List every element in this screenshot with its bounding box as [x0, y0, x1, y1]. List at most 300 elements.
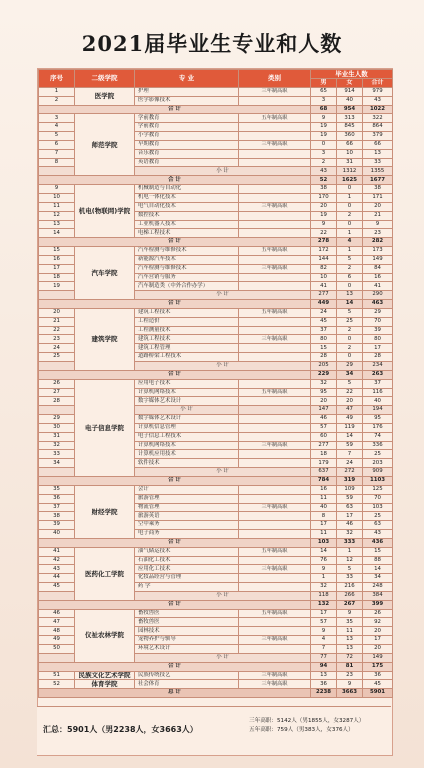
- header-count: 毕业生人数: [311, 70, 393, 79]
- male-count: 40: [311, 503, 337, 512]
- major-name: 环境艺术设计: [135, 645, 239, 654]
- sum-count: 175: [363, 662, 393, 671]
- row-no: 28: [39, 397, 75, 406]
- category: [239, 583, 311, 592]
- row-no: 1: [39, 87, 75, 96]
- male-count: 10: [311, 273, 337, 282]
- sum-count: 399: [363, 600, 393, 609]
- major-name: 电子商务: [135, 530, 239, 539]
- row-no: 32: [39, 441, 75, 450]
- male-count: 205: [311, 362, 337, 371]
- major-name: 石油化工技术: [135, 556, 239, 565]
- sum-count: 15: [363, 547, 393, 556]
- total-label: 合 计: [39, 662, 311, 671]
- category: 三年制高职: [239, 671, 311, 680]
- male-count: 449: [311, 300, 337, 309]
- female-count: 0: [337, 202, 363, 211]
- sum-count: 63: [363, 521, 393, 530]
- male-count: 80: [311, 335, 337, 344]
- sum-count: 70: [363, 494, 393, 503]
- male-count: 229: [311, 370, 337, 379]
- female-count: 0: [337, 220, 363, 229]
- total-row: [39, 105, 393, 114]
- sum-count: 171: [363, 193, 393, 202]
- female-count: 11: [337, 627, 363, 636]
- major-name: 建筑工程技术: [135, 308, 239, 317]
- major-name: 旅游管理: [135, 494, 239, 503]
- college-name: 电子信息学院: [75, 379, 135, 476]
- row-no: 14: [39, 229, 75, 238]
- row-no: 23: [39, 335, 75, 344]
- female-count: 46: [337, 521, 363, 530]
- college-name: 民族文化艺术学院: [75, 671, 135, 680]
- female-count: 3663: [337, 689, 363, 698]
- category: [239, 574, 311, 583]
- category: [239, 530, 311, 539]
- category: 五年制高职: [239, 308, 311, 317]
- female-count: 216: [337, 583, 363, 592]
- row-no: 6: [39, 140, 75, 149]
- female-count: 13: [337, 636, 363, 645]
- male-count: 132: [311, 600, 337, 609]
- female-count: 1: [337, 193, 363, 202]
- total-row: [39, 538, 393, 547]
- subtotal-label: 小 计: [135, 406, 239, 415]
- sum-count: 45: [363, 680, 393, 689]
- table-row: [39, 114, 393, 123]
- row-no: 29: [39, 415, 75, 424]
- sum-count: 43: [363, 530, 393, 539]
- graduates-table: [38, 69, 393, 698]
- sum-count: 979: [363, 87, 393, 96]
- total-row: [39, 370, 393, 379]
- category: [239, 432, 311, 441]
- major-name: 民族传统技艺: [135, 671, 239, 680]
- major-name: 工程造价: [135, 317, 239, 326]
- female-count: 360: [337, 132, 363, 141]
- male-count: 118: [311, 591, 337, 600]
- college-name: 机电(物联网)学院: [75, 185, 135, 238]
- female-count: 319: [337, 476, 363, 485]
- major-name: 护理: [135, 87, 239, 96]
- table-row: [39, 379, 393, 388]
- male-count: 2238: [311, 689, 337, 698]
- header-college: 二级学院: [75, 70, 135, 88]
- total-label: 合 计: [39, 370, 311, 379]
- female-count: 32: [337, 530, 363, 539]
- major-name: 医学影像技术: [135, 96, 239, 105]
- category: 三年制高职: [239, 565, 311, 574]
- major-name: 电子信息工程技术: [135, 432, 239, 441]
- category: [239, 149, 311, 158]
- sum-count: 95: [363, 415, 393, 424]
- male-count: 277: [311, 291, 337, 300]
- grand-total-label: 总 计: [39, 689, 311, 698]
- college-name: 汽车学院: [75, 247, 135, 300]
- major-name: 应用电子技术: [135, 379, 239, 388]
- category: [239, 406, 311, 415]
- row-no: 30: [39, 423, 75, 432]
- major-name: 数字媒体艺术设计: [135, 415, 239, 424]
- row-no: 38: [39, 512, 75, 521]
- sum-count: 33: [363, 158, 393, 167]
- major-name: 小学教育: [135, 132, 239, 141]
- summary-main: 汇总：5901人（男2238人，女3663人）: [43, 725, 198, 734]
- row-no: [39, 591, 75, 600]
- row-no: [39, 362, 75, 371]
- male-count: 18: [311, 450, 337, 459]
- female-count: 5: [337, 565, 363, 574]
- female-count: 0: [337, 335, 363, 344]
- total-label: 合 计: [39, 476, 311, 485]
- row-no: 24: [39, 344, 75, 353]
- major-name: 化妆品经营与管理: [135, 574, 239, 583]
- female-count: 66: [337, 140, 363, 149]
- male-count: 36: [311, 680, 337, 689]
- male-count: 19: [311, 132, 337, 141]
- row-no: 3: [39, 114, 75, 123]
- male-count: 3: [311, 96, 337, 105]
- male-count: 9: [311, 114, 337, 123]
- row-no: 11: [39, 202, 75, 211]
- row-no: 18: [39, 273, 75, 282]
- table-body: [39, 87, 393, 697]
- college-name: 财经学院: [75, 485, 135, 538]
- sum-count: 37: [363, 379, 393, 388]
- row-no: [39, 653, 75, 662]
- sum-count: 40: [363, 397, 393, 406]
- male-count: 57: [311, 423, 337, 432]
- row-no: 51: [39, 671, 75, 680]
- sum-count: 203: [363, 459, 393, 468]
- category: [239, 450, 311, 459]
- subtotal-label: 小 计: [135, 653, 311, 662]
- row-no: 13: [39, 220, 75, 229]
- major-name: 学前教育: [135, 123, 239, 132]
- sum-count: 282: [363, 238, 393, 247]
- row-no: 4: [39, 123, 75, 132]
- female-count: 59: [337, 494, 363, 503]
- male-count: 19: [311, 211, 337, 220]
- female-count: 2: [337, 264, 363, 273]
- category: [239, 379, 311, 388]
- category: 三年制高职: [239, 335, 311, 344]
- female-count: 4: [337, 238, 363, 247]
- female-count: 109: [337, 485, 363, 494]
- grand-total-row: [39, 689, 393, 698]
- major-name: 畜牧兽医: [135, 618, 239, 627]
- category: [239, 185, 311, 194]
- major-name: 数控技术: [135, 211, 239, 220]
- female-count: 40: [337, 96, 363, 105]
- sum-count: 43: [363, 96, 393, 105]
- sum-count: 23: [363, 229, 393, 238]
- row-no: 8: [39, 158, 75, 167]
- major-name: 建筑工程技术: [135, 335, 239, 344]
- male-count: 28: [311, 353, 337, 362]
- male-count: 37: [311, 326, 337, 335]
- row-no: 37: [39, 503, 75, 512]
- category: [239, 326, 311, 335]
- row-no: 39: [39, 521, 75, 530]
- sum-count: 20: [363, 202, 393, 211]
- total-row: [39, 476, 393, 485]
- female-count: 2: [337, 211, 363, 220]
- category: [239, 193, 311, 202]
- sum-count: 5901: [363, 689, 393, 698]
- row-no: 9: [39, 185, 75, 194]
- category: 五年制高职: [239, 114, 311, 123]
- female-count: 63: [337, 503, 363, 512]
- female-count: 5: [337, 379, 363, 388]
- category: 三年制高职: [239, 140, 311, 149]
- male-count: 170: [311, 193, 337, 202]
- sum-count: 1355: [363, 167, 393, 176]
- category: [239, 485, 311, 494]
- sum-count: 39: [363, 326, 393, 335]
- sum-count: 25: [363, 512, 393, 521]
- header-major: 专 业: [135, 70, 239, 88]
- sum-count: 173: [363, 247, 393, 256]
- header-female: 女: [337, 78, 363, 87]
- sum-count: 25: [363, 450, 393, 459]
- major-name: 计算机网络技术: [135, 388, 239, 397]
- category: [239, 618, 311, 627]
- female-count: 914: [337, 87, 363, 96]
- sum-count: 28: [363, 353, 393, 362]
- sum-count: 379: [363, 132, 393, 141]
- category: [239, 521, 311, 530]
- male-count: 0: [311, 140, 337, 149]
- row-no: 46: [39, 609, 75, 618]
- sum-count: 1103: [363, 476, 393, 485]
- major-name: 英语教育: [135, 158, 239, 167]
- male-count: 41: [311, 282, 337, 291]
- category: 三年制高职: [239, 680, 311, 689]
- male-count: 20: [311, 397, 337, 406]
- female-count: 72: [337, 653, 363, 662]
- major-name: 道路桥梁工程技术: [135, 353, 239, 362]
- male-count: 11: [311, 530, 337, 539]
- category: [239, 211, 311, 220]
- row-no: 42: [39, 556, 75, 565]
- category: [239, 273, 311, 282]
- category: 五年制高职: [239, 547, 311, 556]
- subtotal-label: 小 计: [135, 468, 311, 477]
- male-count: 32: [311, 379, 337, 388]
- female-count: 1: [337, 547, 363, 556]
- sum-count: 38: [363, 185, 393, 194]
- category: [239, 282, 311, 291]
- row-no: 5: [39, 132, 75, 141]
- row-no: 36: [39, 494, 75, 503]
- female-count: 29: [337, 362, 363, 371]
- sum-count: 248: [363, 583, 393, 592]
- male-count: 17: [311, 521, 337, 530]
- female-count: 34: [337, 370, 363, 379]
- male-count: 94: [311, 662, 337, 671]
- major-name: 数字媒体艺术设计: [135, 397, 239, 406]
- sum-count: 13: [363, 149, 393, 158]
- row-no: 25: [39, 353, 75, 362]
- table-row: [39, 547, 393, 556]
- male-count: 637: [311, 468, 337, 477]
- row-no: [39, 468, 75, 477]
- female-count: 1312: [337, 167, 363, 176]
- male-count: 14: [311, 547, 337, 556]
- major-name: 汽车制造类（中外合作办学）: [135, 282, 239, 291]
- header-no: 序号: [39, 70, 75, 88]
- total-row: [39, 238, 393, 247]
- row-no: 19: [39, 282, 75, 291]
- row-no: 44: [39, 574, 75, 583]
- male-count: 179: [311, 459, 337, 468]
- male-count: 7: [311, 645, 337, 654]
- row-no: 50: [39, 645, 75, 654]
- subtotal-label: 小 计: [135, 591, 311, 600]
- male-count: 38: [311, 185, 337, 194]
- male-count: 9: [311, 627, 337, 636]
- row-no: [39, 406, 75, 415]
- category: [239, 158, 311, 167]
- major-name: 畜牧兽医: [135, 609, 239, 618]
- page-title: 2021届毕业生专业和人数: [81, 31, 343, 56]
- category: 三年制高职: [239, 441, 311, 450]
- header-category: 类别: [239, 70, 311, 88]
- college-name: 建筑学院: [75, 308, 135, 370]
- major-name: 软件技术: [135, 459, 239, 468]
- male-count: 3: [311, 149, 337, 158]
- table-row: [39, 609, 393, 618]
- female-count: 24: [337, 459, 363, 468]
- category: 三年制高职: [239, 264, 311, 273]
- male-count: 43: [311, 167, 337, 176]
- category: [239, 627, 311, 636]
- female-count: 272: [337, 468, 363, 477]
- male-count: 1: [311, 574, 337, 583]
- female-count: 33: [337, 574, 363, 583]
- college-name: 医药化工学院: [75, 547, 135, 600]
- sum-count: 26: [363, 609, 393, 618]
- major-name: 机电一体化技术: [135, 193, 239, 202]
- category: [239, 353, 311, 362]
- sum-count: 864: [363, 123, 393, 132]
- total-label: 合 计: [39, 176, 311, 185]
- female-count: 13: [337, 291, 363, 300]
- category: 三年制高职: [239, 503, 311, 512]
- sum-count: 20: [363, 645, 393, 654]
- category: [239, 229, 311, 238]
- header-sum: 合计: [363, 78, 393, 87]
- sum-count: 80: [363, 335, 393, 344]
- major-name: 社会体育: [135, 680, 239, 689]
- category: [239, 344, 311, 353]
- female-count: 17: [337, 512, 363, 521]
- female-count: 0: [337, 282, 363, 291]
- row-no: 15: [39, 247, 75, 256]
- male-count: 16: [311, 485, 337, 494]
- row-no: 43: [39, 565, 75, 574]
- major-name: 旅游英语: [135, 512, 239, 521]
- row-no: 35: [39, 485, 75, 494]
- sum-count: 125: [363, 485, 393, 494]
- female-count: 10: [337, 149, 363, 158]
- row-no: 21: [39, 317, 75, 326]
- female-count: 266: [337, 591, 363, 600]
- male-count: 9: [311, 220, 337, 229]
- category: [239, 415, 311, 424]
- summary-three-year: 三年高职：5142人（男1855人，女3287人）: [249, 718, 365, 724]
- sum-count: 436: [363, 538, 393, 547]
- male-count: 45: [311, 317, 337, 326]
- summary-box: [37, 706, 391, 755]
- male-count: 77: [311, 653, 337, 662]
- row-no: 33: [39, 450, 75, 459]
- male-count: 103: [311, 538, 337, 547]
- sum-count: 29: [363, 308, 393, 317]
- major-name: 应用化工技术: [135, 565, 239, 574]
- sum-count: 103: [363, 503, 393, 512]
- total-row: [39, 176, 393, 185]
- major-name: 早期教育: [135, 140, 239, 149]
- row-no: 10: [39, 193, 75, 202]
- sum-count: 41: [363, 282, 393, 291]
- total-row: [39, 662, 393, 671]
- category: [239, 96, 311, 105]
- sum-count: 384: [363, 591, 393, 600]
- major-name: 药 学: [135, 583, 239, 592]
- summary-five-year: 五年高职：759人（男383人，女376人）: [249, 727, 354, 733]
- female-count: 5: [337, 308, 363, 317]
- major-name: 电梯工程技术: [135, 229, 239, 238]
- category: [239, 556, 311, 565]
- female-count: 59: [337, 441, 363, 450]
- major-name: 会计: [135, 485, 239, 494]
- male-count: 278: [311, 238, 337, 247]
- table-row: [39, 485, 393, 494]
- total-row: [39, 600, 393, 609]
- female-count: 9: [337, 680, 363, 689]
- female-count: 0: [337, 353, 363, 362]
- row-no: 16: [39, 255, 75, 264]
- row-no: 41: [39, 547, 75, 556]
- sum-count: 70: [363, 317, 393, 326]
- male-count: 24: [311, 308, 337, 317]
- male-count: 32: [311, 583, 337, 592]
- major-name: 物流管理: [135, 503, 239, 512]
- sum-count: 263: [363, 370, 393, 379]
- male-count: 4: [311, 636, 337, 645]
- male-count: 95: [311, 388, 337, 397]
- male-count: 147: [311, 406, 337, 415]
- male-count: 52: [311, 176, 337, 185]
- table-row: [39, 308, 393, 317]
- total-label: 合 计: [39, 538, 311, 547]
- category: [239, 512, 311, 521]
- row-no: 48: [39, 627, 75, 636]
- category: [239, 423, 311, 432]
- male-count: 9: [311, 565, 337, 574]
- header-male: 男: [311, 78, 337, 87]
- male-count: 172: [311, 247, 337, 256]
- female-count: 1625: [337, 176, 363, 185]
- sum-count: 234: [363, 362, 393, 371]
- sum-count: 84: [363, 264, 393, 273]
- female-count: 23: [337, 671, 363, 680]
- male-count: 11: [311, 494, 337, 503]
- total-label: 合 计: [39, 300, 311, 309]
- male-count: 60: [311, 432, 337, 441]
